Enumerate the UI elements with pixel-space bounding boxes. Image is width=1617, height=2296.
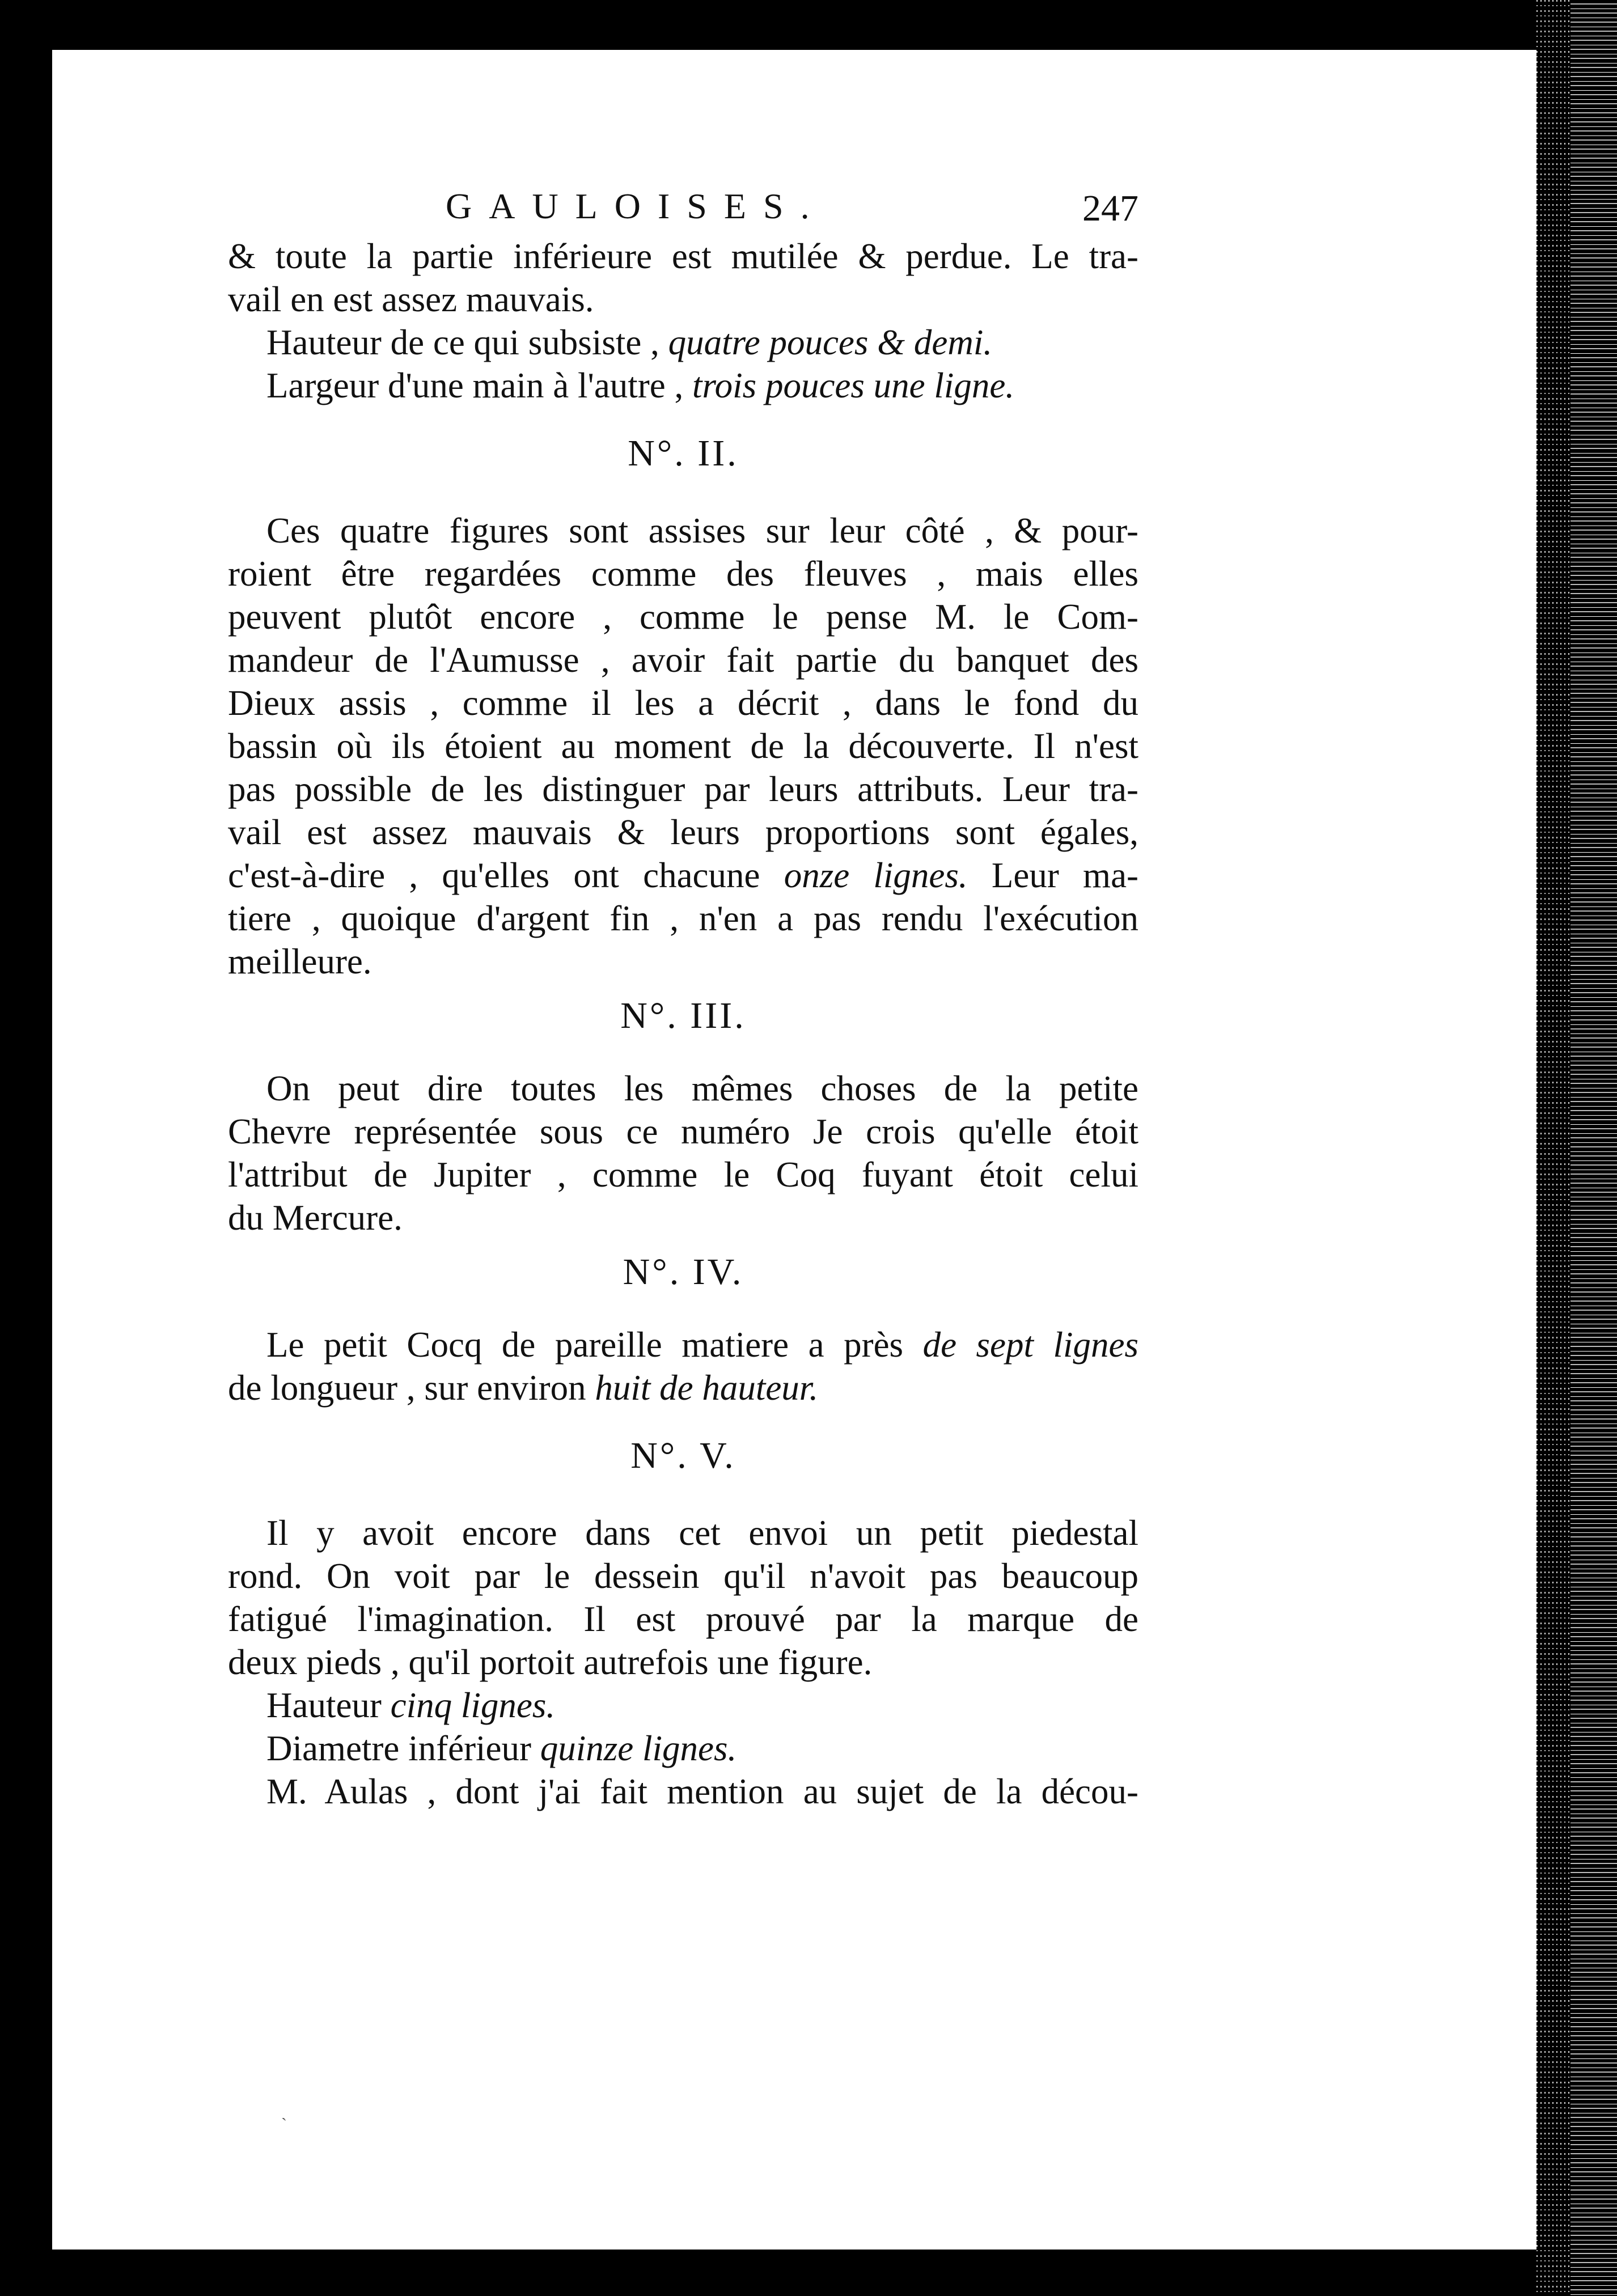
- dimension-value: quinze lignes.: [540, 1729, 737, 1768]
- dimension-diameter: [228, 1727, 1138, 1770]
- text-line: vail est assez mauvais & leurs proportions sont égales,: [228, 812, 1138, 852]
- italic-measure: huit de hauteur.: [595, 1368, 819, 1408]
- text-segment: Leur ma-: [991, 855, 1139, 895]
- text-line: pas possible de les distinguer par leurs attributs. Leur tra-: [228, 769, 1138, 809]
- text-line: [228, 1366, 1138, 1409]
- text-segment: Le petit Cocq de pareille matiere a près: [266, 1325, 904, 1365]
- page-text: [228, 180, 1138, 1813]
- section-heading-2: N°. II.: [628, 433, 739, 474]
- text-line: [228, 1323, 1138, 1366]
- text-line: bassin où ils étoient au moment de la découverte. Il n'est: [228, 726, 1138, 766]
- running-title: GAULOISES.: [446, 186, 827, 226]
- text-line: On peut dire toutes les mêmes choses de la petite: [266, 1069, 1138, 1108]
- text-line: Il y avoit encore dans cet envoi un petit piedestal: [266, 1513, 1138, 1553]
- text-line: rond. On voit par le dessein qu'il n'avoit pas beaucoup: [228, 1556, 1138, 1596]
- text-segment: c'est-à-dire , qu'elles ont chacune: [228, 855, 760, 895]
- text-line: du Mercure.: [228, 1198, 403, 1238]
- text-line: & toute la partie inférieure est mutilée & perdue. Le tra-: [228, 236, 1138, 276]
- text-line: vail en est assez mauvais.: [228, 279, 594, 319]
- text-line: roient être regardées comme des fleuves , mais elles: [228, 554, 1138, 594]
- text-line: Chevre représentée sous ce numéro Je crois qu'elle étoit: [228, 1112, 1138, 1151]
- italic-measure: de sept lignes: [922, 1325, 1139, 1365]
- binding-edge-dark: [1571, 0, 1617, 2296]
- text-line: deux pieds , qu'il portoit autrefois une figure.: [228, 1642, 873, 1682]
- section-2-paragraph: [228, 509, 1138, 983]
- text-line: peuvent plutôt encore , comme le pense M. le Com-: [228, 597, 1138, 637]
- text-line: tiere , quoique d'argent fin , n'en a pas rendu l'exécution: [228, 899, 1138, 938]
- dimension-height: [228, 321, 1138, 364]
- section-heading-5: N°. V.: [630, 1435, 736, 1476]
- text-line: mandeur de l'Aumusse , avoir fait partie du banquet des: [228, 640, 1138, 680]
- ink-speck: ˎ: [281, 2102, 287, 2121]
- text-line: fatigué l'imagination. Il est prouvé par la marque de: [228, 1599, 1138, 1639]
- dimension-label: Hauteur de ce qui subsiste ,: [266, 323, 659, 362]
- dimension-label: Diametre inférieur: [266, 1729, 531, 1768]
- dimension-height: [228, 1684, 1138, 1727]
- section-heading-4: N°. IV.: [623, 1251, 744, 1293]
- dimension-width: [228, 364, 1138, 407]
- text-segment: de longueur , sur environ: [228, 1368, 586, 1408]
- section-heading-3: N°. III.: [620, 995, 746, 1036]
- dimension-label: Largeur d'une main à l'autre ,: [266, 366, 684, 405]
- intro-paragraph: [228, 235, 1138, 321]
- dimension-value: trois pouces une ligne.: [692, 366, 1015, 405]
- dimension-label: Hauteur: [266, 1685, 382, 1725]
- running-header: [228, 180, 1138, 235]
- closing-paragraph: [228, 1770, 1138, 1813]
- text-line: [228, 854, 1138, 897]
- section-3-paragraph: [228, 1067, 1138, 1239]
- page-number: 247: [1082, 188, 1138, 229]
- section-4-paragraph: [228, 1323, 1138, 1409]
- text-line: l'attribut de Jupiter , comme le Coq fuyant étoit celui: [228, 1155, 1138, 1194]
- text-line: M. Aulas , dont j'ai fait mention au sujet de la décou-: [266, 1772, 1138, 1811]
- text-line: Dieux assis , comme il les a décrit , dans le fond du: [228, 683, 1138, 723]
- dimension-value: cinq lignes.: [390, 1685, 556, 1725]
- section-5-paragraph: [228, 1511, 1138, 1684]
- text-line: Ces quatre figures sont assises sur leur côté , & pour-: [266, 511, 1138, 550]
- dimension-value: quatre pouces & demi.: [668, 323, 993, 362]
- italic-measure: onze lignes.: [784, 855, 968, 895]
- text-line: meilleure.: [228, 942, 372, 981]
